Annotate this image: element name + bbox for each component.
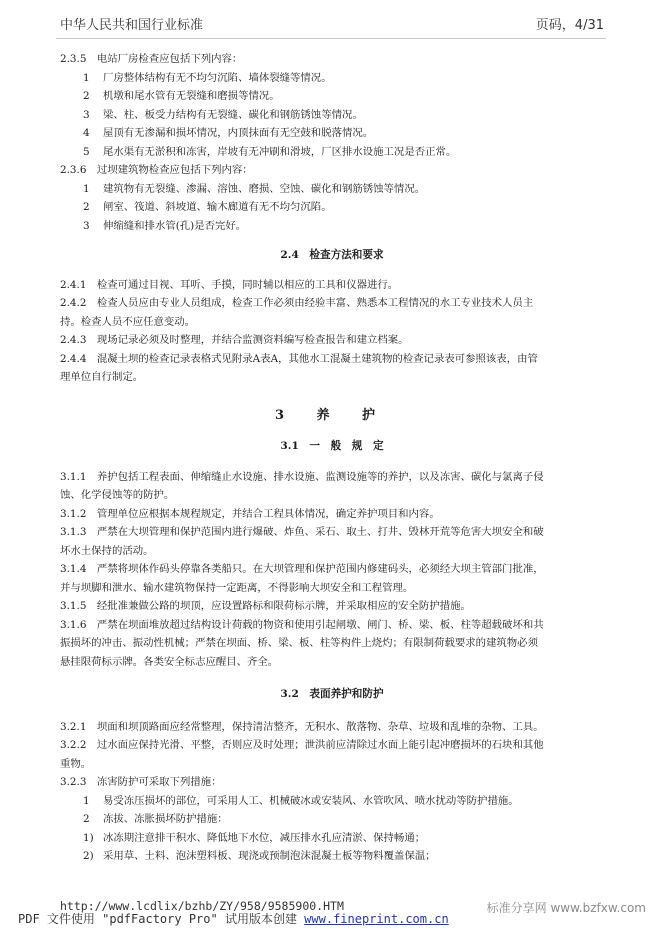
clause-3-1-1-cont: 蚀、化学侵蚀等的防护。 xyxy=(60,489,175,501)
watermark-text: 标准分享网 www.bzfxw.com xyxy=(486,901,646,915)
clause-3-1-6: 3.1.6 严禁在坝面堆放超过结构设计荷载的物资和使用引起闸墩、闸门、桥、梁、板、柱等超载破坏和共 xyxy=(60,618,544,631)
section-title-3-1: 3.1 一 般 规 定 xyxy=(280,440,384,452)
clause-2-3-5: 2.3.5 电站厂房检查应包括下列内容： xyxy=(60,53,243,65)
clause-2-4-2: 2.4.2 检查人员应由专业人员组成，检查工作必须由经验丰富、熟悉本工程情况的水工专业技术人员主 xyxy=(60,297,534,309)
clause-3-1-4: 3.1.4 严禁将坝体作码头停靠各类船只。在大坝管理和保护范围内修建码头，必须经大坝主管部门批准， xyxy=(60,563,544,575)
list-item: 1 易受冻压损坏的部位，可采用人工、机械破冰或安装风、水管吹风、喷水扰动等防护措施。 xyxy=(83,794,519,807)
list-item: 2) 采用草、土料、泡沫塑料板、现浇或预制泡沫混凝土板等物料覆盖保温； xyxy=(83,850,436,862)
document-body xyxy=(60,50,604,866)
page-number: 页码，4/31 xyxy=(535,18,604,33)
section-title-3-2: 3.2 表面养护和防护 xyxy=(280,688,384,700)
clause-2-4-4: 2.4.4 混凝土坝的检查记录表格式见附录A表A，其他水工混凝土建筑物的检查记录表可参照该表，由管 xyxy=(60,352,538,365)
list-item: 3 伸缩缝和排水管(孔)是否完好。 xyxy=(83,219,247,232)
list-item: 5 尾水渠有无淤积和冻害，岸坡有无冲刷和滑坡，厂区排水设施工况是否正常。 xyxy=(83,145,457,158)
clause-3-1-2: 3.1.2 管理单位应根据本规程规定，并结合工程具体情况，确定养护项目和内容。 xyxy=(60,507,440,520)
list-item: 1 建筑物有无裂缝、渗漏、溶蚀、磨损、空蚀、碳化和钢筋锈蚀等情况。 xyxy=(83,182,426,195)
clause-3-2-1: 3.2.1 坝面和坝顶路面应经常整理，保持清洁整齐，无积水、散落物、杂草、垃圾和乱堆的杂物、工具。 xyxy=(60,720,544,733)
clause-2-4-2-cont: 持。检查人员不应任意变动。 xyxy=(60,315,196,328)
clause-3-1-6-cont: 振损坏的冲击、振动性机械；严禁在坝面、桥、梁、板、柱等构件上烧灼；有限制荷载要求的建筑物必须 xyxy=(60,637,538,649)
clause-2-4-1: 2.4.1 检查可通过目视、耳听、手摸，同时辅以相应的工具和仪器进行。 xyxy=(60,278,399,291)
list-item: 1) 冰冻期注意排干积水、降低地下水位，减压排水孔应清淤、保持畅通； xyxy=(83,831,426,844)
clause-3-2-2: 3.2.2 过水面应保持光滑、平整，否则应及时处理；泄洪前应清除过水面上能引起冲磨损坏的石块和其他 xyxy=(60,739,544,751)
list-item: 2 机墩和尾水管有无裂缝和磨损等情况。 xyxy=(83,90,280,102)
clause-2-4-4-cont: 理单位自行制定。 xyxy=(60,371,144,383)
pdf-factory-link[interactable]: www.fineprint.com.cn xyxy=(304,912,449,926)
clause-2-4-3: 2.4.3 现场记录必须及时整理，并结合监测资料编写检查报告和建立档案。 xyxy=(60,334,409,346)
source-url: http://www.lcdlix/bzhb/ZY/958/9585900.HTM xyxy=(60,899,344,913)
list-item: 4 屋顶有无渗漏和损坏情况，内顶抹面有无空鼓和脱落情况。 xyxy=(83,127,374,139)
list-item: 3 梁、柱、板受力结构有无裂缝、碳化和钢筋锈蚀等情况。 xyxy=(83,108,363,121)
clause-3-2-3: 3.2.3 冻害防护可采取下列措施： xyxy=(60,776,222,788)
section-title-2-4: 2.4 检查方法和要求 xyxy=(280,249,384,261)
clause-3-1-1: 3.1.1 养护包括工程表面、伸缩缝止水设施、排水设施、监测设施等的养护，以及冻害、碳化与氯离子侵 xyxy=(60,470,544,483)
clause-3-1-4-cont: 并与坝脚和泄水、输水建筑物保持一定距离，不得影响大坝安全和工程管理。 xyxy=(60,581,414,594)
clause-3-1-3-cont: 坏水土保持的活动。 xyxy=(60,544,154,557)
pdf-creator-note: PDF 文件使用 "pdfFactory Pro" 试用版本创建 www.fineprint.com.cn xyxy=(18,912,449,926)
clause-3-1-3: 3.1.3 严禁在大坝管理和保护范围内进行爆破、炸鱼、采石、取土、打井、毁林开荒等危害大坝安全和破 xyxy=(60,526,544,538)
clause-3-2-2-cont: 重物。 xyxy=(60,757,92,770)
clause-2-3-6: 2.3.6 过坝建筑物检查应包括下列内容： xyxy=(60,164,253,176)
header-divider xyxy=(56,38,606,39)
list-item: 1 厂房整体结构有无不均匀沉陷、墙体裂缝等情况。 xyxy=(83,71,332,84)
clause-3-1-5: 3.1.5 经批准兼做公路的坝顶，应设置路标和限荷标示牌，并采取相应的安全防护措施。 xyxy=(60,600,471,612)
list-item: 2 闸室、筏道、斜坡道、输木廊道有无不均匀沉陷。 xyxy=(83,201,332,213)
chapter-title-3: 3 养 护 xyxy=(274,407,390,423)
clause-3-1-6-cont: 悬挂限荷标示牌。各类安全标志应醒目、齐全。 xyxy=(60,655,279,668)
list-item: 2 冻拔、冻胀损坏防护措施： xyxy=(83,813,228,825)
header-title: 中华人民共和国行业标准 xyxy=(60,18,204,33)
